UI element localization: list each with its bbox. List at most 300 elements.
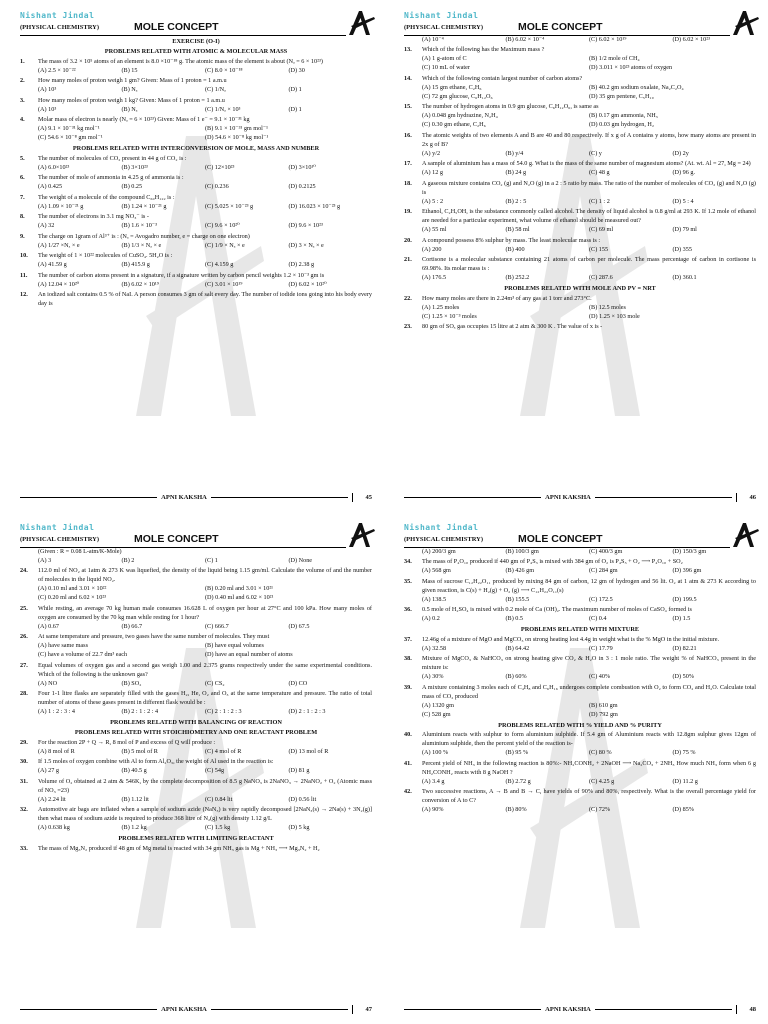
question (404, 208, 756, 226)
answer-option: (D) 5 : 4 (672, 197, 694, 205)
answer-option: (A) 138.5 (422, 595, 447, 603)
answer-option: (B) 415.9 g (121, 261, 150, 269)
question-number: 9. (20, 232, 25, 240)
page-footer (404, 493, 756, 502)
question-number: 33. (20, 844, 28, 852)
answer-options (404, 567, 756, 576)
answer-option: (B) 400 (505, 245, 525, 253)
page-46 (390, 6, 764, 506)
question (404, 237, 756, 246)
answer-option: (A) 5 : 2 (422, 197, 444, 205)
footer-brand: APNI KAKSHA (545, 1005, 591, 1013)
question-number: 37. (404, 636, 412, 643)
answer-option: (C) 4 mol of R (205, 747, 242, 755)
answer-option: (B) 58 ml (505, 226, 530, 234)
question (20, 845, 372, 854)
answer-option: (D) 199.5 (672, 595, 697, 603)
answer-options (20, 222, 372, 231)
answer-option: (C) have a volume of 22.7 dm³ each (38, 651, 128, 659)
question-text: Percent yield of NH₃ in the following reaction is 80%:- NH₂CONH₂ + 2NaOH ⟶ Na₂CO₃ + 2NH₃ How much NH₃ form when 6 g NH₂CONH₂ reacts with 8 g NaOH ? (422, 759, 756, 776)
question-number: 38. (404, 655, 412, 663)
answer-option: (A) 200/3 gm (422, 548, 456, 555)
answer-option: (B) SO₂ (121, 679, 142, 687)
question (404, 256, 756, 274)
answer-options (20, 585, 372, 603)
question-text: The atomic weights of two elements A and B are 40 and 80 respectively. If x g of A contains y atoms, how many atoms are present in 2x g of B? (422, 131, 756, 148)
answer-option: (C) 1.5 kg (205, 824, 231, 832)
page-footer (20, 1005, 372, 1014)
answer-option: (B) 95 % (505, 749, 529, 757)
question (404, 606, 756, 615)
answer-option: (C) 0.20 ml and 6.02 × 10²³ (38, 594, 107, 602)
section-heading: PROBLEMS RELATED WITH STOICHIOMETRY AND ONE REACTANT PROBLEM (74, 729, 318, 737)
page-47 (6, 518, 380, 1018)
answer-option: (D) 50% (672, 673, 694, 681)
page-footer (404, 1005, 756, 1014)
footer-rule (20, 497, 157, 498)
question-number: 18. (404, 179, 412, 187)
page-footer (20, 493, 372, 502)
question (404, 160, 756, 169)
answer-option: (D) 3 × Nₐ × e (288, 241, 324, 249)
answer-option: (C) 2 : 1 : 2 : 3 (205, 708, 242, 716)
question-number: 29. (20, 738, 28, 746)
author-name: Nishant Jindal (404, 11, 479, 20)
question-number: 17. (404, 160, 412, 168)
footer-rule (20, 1009, 157, 1010)
answer-options (20, 183, 372, 192)
answer-option: (A) 30% (422, 673, 444, 681)
question-number: 26. (20, 633, 28, 641)
question (404, 788, 756, 806)
question (20, 116, 372, 125)
answer-option: (B) Nₐ (121, 86, 138, 94)
answer-options (404, 596, 756, 605)
question-number: 4. (20, 116, 25, 124)
answer-option: (D) 35 gm pentene, C₅H₁₀ (589, 92, 654, 100)
answer-option: (D) 67.5 (288, 622, 310, 630)
answer-options (20, 748, 372, 757)
answer-options (20, 125, 372, 143)
answer-option: (B) 60% (505, 673, 527, 681)
question (404, 295, 756, 304)
question-number: 12. (20, 291, 28, 299)
answer-option: (D) 0.2125 (288, 183, 316, 191)
answer-options (404, 673, 756, 682)
answer-option: (B) 610 gm (589, 701, 618, 709)
question-text: A sample of aluminium has a mass of 54.0 g. What is the mass of the same number of magnesium atoms? (At. wt. Al = 27, Mg = 24) (422, 160, 751, 168)
question (20, 567, 372, 585)
question-text: The weight of a molecule of the compound C₆₀H₁₂₂ is : (38, 193, 175, 201)
answer-option: (B) 1.24 × 10⁻²¹ g (121, 202, 167, 210)
answer-option: (C) 10 mL of water (422, 64, 470, 72)
question (404, 655, 756, 673)
answer-option: (B) 6.02 × 10¹⁹ (121, 280, 159, 288)
answer-option: (D) 96 g. (672, 169, 696, 177)
question (20, 806, 372, 824)
answer-option: (C) 5.025 × 10⁻²³ g (205, 202, 254, 210)
question (20, 174, 372, 183)
answer-option: (D) 1 (288, 86, 302, 94)
answer-option: (C) 1/9 × Nₐ × e (205, 241, 245, 249)
question-text: How many moles are there in 2.24m³ of any gas at 1 torr and 273°C. (422, 294, 592, 302)
page-title: MOLE CONCEPT (134, 20, 219, 33)
answer-options (20, 824, 372, 833)
answer-option: (D) 85% (672, 806, 694, 814)
page-header (20, 20, 346, 36)
answer-options (20, 164, 372, 173)
answer-option: (C) 172.5 (589, 595, 613, 603)
answer-option: (D) 11.2 g (672, 777, 698, 785)
author-name: Nishant Jindal (20, 523, 95, 532)
answer-option: (A) 1.09 × 10⁻²¹ g (38, 202, 84, 210)
answer-option: (A) have same mass (38, 642, 88, 650)
answer-option: (C) 0.4 (589, 615, 607, 623)
question (20, 605, 372, 623)
question-text: Equal volumes of oxygen gas and a second gas weigh 1.00 and 2.375 grams respectively under the same experimental conditions. Which of the following is the unknown gas? (38, 661, 372, 678)
answer-option: (C) 0.84 lit (205, 795, 233, 803)
question-text: 80 gm of SOₓ gas occupies 15 litre at 2 atm & 300 K . The value of x is - (422, 323, 603, 331)
page-number: 47 (352, 1005, 372, 1014)
question-text: 12.46g of a mixture of MgO and MgCO₃ on strong heating lost 4.4g in weight what is the % MgO in the initial mixture. (422, 636, 720, 643)
answer-option: (A) 12 g (422, 169, 443, 177)
question-number: 24. (20, 567, 28, 575)
answer-options (20, 796, 372, 805)
question-text: How many moles of proton weigh 1 kg? Given: Mass of 1 proton = 1 a.m.u (38, 96, 225, 104)
answer-option: (A) 0.048 gm hydrazine, N₂H₄ (422, 112, 498, 120)
question-number: 21. (404, 256, 412, 264)
question (404, 558, 756, 567)
answer-option: (D) 2y (672, 149, 689, 157)
answer-option: (C) 4.159 g (205, 261, 234, 269)
answer-option: (B) Nₐ (121, 105, 138, 113)
answer-option: (C) 4.25 g (589, 777, 615, 785)
answer-option: (B) 0.17 gm ammonia, NH₃ (589, 112, 658, 120)
answer-option: (C) 1 (205, 556, 218, 564)
question-text: The mass of P₄O₁₀ produced if 440 gm of P₄S₃ is mixed with 384 gm of O₂ is P₄S₃ + O₂ ⟶ P₄O₁₀ + SO₂ (422, 558, 683, 566)
page-header (404, 532, 730, 548)
answer-options (20, 767, 372, 776)
page-title: MOLE CONCEPT (134, 532, 219, 545)
question-number: 42. (404, 788, 412, 796)
answer-option: (D) 1.25 × 103 mole (589, 312, 640, 320)
answer-option: (C) 3.01 × 10¹⁹ (205, 280, 243, 288)
answer-option: (A) 1 : 2 : 3 : 4 (38, 708, 75, 716)
answer-option: (C) 1/Nₐ (205, 86, 226, 94)
answer-option: (D) 2.38 g (288, 261, 315, 269)
question-text: Aluminium reacts with sulphur to form aluminium sulphide. If 5.4 gm of Aluminium reacts with 12.8gm sulphur gives 12gm of aluminium sulphide, then the percent yield of the reaction is- (422, 731, 756, 748)
answer-option: (A) 2.5 × 10⁻²² (38, 66, 76, 74)
answer-option: (A) 1 g-atom of C (422, 55, 467, 63)
question-number: 32. (20, 806, 28, 814)
answer-option: (A) NO (38, 679, 58, 687)
question-text: Four 1-1 litre flasks are separately filled with the gases H₂, He, O₂ and O₃ at the same temperature and pressure. The ratio of total number of atoms of these gases present in different flask would be : (38, 690, 372, 707)
author-name: Nishant Jindal (404, 523, 479, 532)
answer-options (404, 226, 756, 235)
question-number: 16. (404, 131, 412, 139)
question-text: The weight of 1 × 10²² molecules of CuSO₄. 5H₂O is : (38, 252, 173, 260)
question-number: 23. (404, 323, 412, 331)
answer-options (404, 749, 756, 758)
answer-option: (D) 79 ml (672, 226, 697, 234)
section-heading: PROBLEMS RELATED WITH MIXTURE (520, 626, 640, 634)
question-number: 34. (404, 558, 412, 566)
question (20, 58, 372, 67)
question-text: The number of carbon atoms present in a signature, if a signature written by carbon pencil weights 1.2 × 10⁻³ gm is (38, 271, 325, 279)
answer-option: (B) 2 : 5 (505, 197, 527, 205)
answer-options (404, 112, 756, 130)
answer-option: (C) 666.7 (205, 622, 229, 630)
section-heading: PROBLEMS RELATED WITH INTERCONVERSION OF MOLE, MASS AND NUMBER (72, 145, 320, 153)
answer-option: (A) 9.1 × 10⁻³¹ kg mol⁻¹ (38, 125, 100, 133)
answer-option: (D) 9.6 × 10²³ (288, 222, 323, 230)
answer-option: (B) 426 gm (505, 567, 535, 575)
answer-option: (C) 8.0 × 10⁻¹⁸ (205, 66, 243, 74)
answer-option: (D) 6.02 × 10²⁰ (288, 280, 327, 288)
answer-option: (B) 1/3 × Nₐ × e (121, 241, 162, 249)
answer-option: (A) 15 gm ethane, C₂H₆ (422, 83, 482, 91)
answer-option: (C) 1/Nₐ × 10³ (205, 105, 241, 113)
question-text: If 1.5 moles of oxygen combine with Al to form Al₂O₃, the weight of Al used in the reaction is: (38, 758, 274, 766)
question-text: Ethanol, C₂H₅OH, is the substance commonly called alcohol. The density of liquid alcohol is 0.8 g/ml at 293 K. If 1.2 mole of ethanol are needed for a particular experiment, what volume of ethanol should be measured out? (422, 208, 756, 225)
answer-options (20, 242, 372, 251)
page-number: 48 (736, 1005, 756, 1014)
answer-option: (A) 0.67 (38, 622, 59, 630)
question (404, 46, 756, 55)
question-text: An iodized salt contains 0.5 % of NaI. A person consumes 3 gm of salt every day. The number of iodide ions going into his body every day is (38, 291, 372, 307)
question (404, 731, 756, 749)
answer-option: (B) 6.02 × 10⁻⁴ (505, 36, 545, 43)
question (20, 97, 372, 106)
answer-option: (C) 54g (205, 767, 225, 775)
answer-option: (A) 1320 gm (422, 701, 454, 709)
question-number: 5. (20, 154, 25, 162)
answer-option: (B) 2 (121, 556, 135, 564)
answer-option: (D) 0.40 ml and 6.02 × 10²¹ (205, 594, 274, 602)
question (404, 323, 756, 332)
question (20, 291, 372, 309)
answer-option: (A) 1/27 ×Nₐ × e (38, 241, 80, 249)
question-number: 1. (20, 57, 25, 65)
question-text: Molar mass of electron is nearly (Nₐ = 6 × 10²³) Given: Mass of 1 e⁻ = 9.1 × 10⁻³¹ kg (38, 116, 250, 124)
question-number: 8. (20, 213, 25, 221)
question-text: The charge on 1gram of Al³⁺ is : (Nₐ = Avogadro number, e = charge on one electron) (38, 232, 250, 240)
question (404, 132, 756, 150)
answer-option: (C) 17.79 (589, 644, 613, 652)
answer-options (20, 67, 372, 76)
answer-option: (C) y (589, 149, 602, 157)
answer-option: (C) 72 gm glucose, C₆H₁₂O₆ (422, 92, 493, 100)
answer-option: (A) 0.10 ml and 3.01 × 10²² (38, 585, 107, 593)
section-heading: PROBLEMS RELATED WITH MOLE AND PV = NRT (504, 285, 656, 293)
question-number: 19. (404, 208, 412, 216)
question-text: While resting, an average 70 kg human male consumes 16.628 L of oxygen per hour at 27°C and 100 kPa. How many moles of oxygen are consumed by the 70 kg man while resting for 1 hour? (38, 604, 372, 621)
answer-option: (B) 66.7 (121, 622, 143, 630)
answer-option: (B) 155.5 (505, 595, 530, 603)
answer-option: (C) 69 ml (589, 226, 614, 234)
answer-option: (B) 1.2 kg (121, 824, 147, 832)
question-number: 40. (404, 731, 412, 739)
question-text: The mass of Mg₃N₂ produced if 48 gm of Mg metal is reacted with 34 gm NH₃ gas is Mg + NH₃ ⟶ Mg₃N₂ + H₂ (38, 844, 320, 852)
question-text: Cortisone is a molecular substance containing 21 atoms of carbon per molecule. The mass percentage of carbon in cortisone is 69.98%. Its molar mass is : (422, 256, 756, 273)
answer-options (404, 169, 756, 178)
answer-option: (A) 10⁻⁴ (422, 36, 444, 43)
question (20, 739, 372, 748)
answer-option: (A) 0.638 kg (38, 824, 70, 832)
answer-options (404, 198, 756, 207)
answer-option: (D) 81 g (288, 767, 310, 775)
answer-option: (B) 80% (505, 806, 527, 814)
question-number: 28. (20, 690, 28, 698)
question-number: 39. (404, 683, 412, 691)
question-number: 3. (20, 96, 25, 104)
answer-options (20, 106, 372, 115)
brand-logo (346, 520, 376, 550)
question (404, 103, 756, 112)
answer-options (404, 304, 756, 322)
page-48 (390, 518, 764, 1018)
question-text: Which of the following contain largest number of carbon atoms? (422, 74, 583, 82)
answer-option: (D) 1 (288, 105, 302, 113)
page-header (20, 532, 346, 548)
question-text: Volume of O₂ obtained at 2 atm & 546K, by the complete decomposition of 8.5 g NaNO₃ is 2NaNO₃ → 2NaNO₂ + O₂ (Atomic mass of NO₃ =23) (38, 777, 372, 794)
page-45 (6, 6, 380, 506)
answer-option: (D) CO (288, 679, 308, 687)
question-text: 112.0 ml of NO₂ at 1atm & 273 K was liquefied, the density of the liquid being 1.15 gm/ml. Calculate the volume of and the number of molecules in the liquid NO₂. (38, 567, 372, 584)
question (20, 758, 372, 767)
answer-option: (D) 6.02 × 10²³ (672, 36, 710, 43)
question-text: Automotive air bags are inflated when a sample of sodium azide (NaN₃) is very rapidly decomposed [2NaN₃(s) → 2Na(s) + 3N₂(g)] then what mass of sodium azide is required to produce 368 litre of N₂(g) with density 1.12 g/L (38, 806, 372, 823)
answer-option: (B) 0.25 (121, 183, 143, 191)
answer-option: (B) 0.5 (505, 615, 524, 623)
footer-rule (595, 497, 732, 498)
subject-label: (PHYSICAL CHEMISTRY) (20, 535, 100, 543)
given-note: (Given : R = 0.08 L-atm/K-Mole) (38, 548, 122, 555)
answer-option: (B) 24 g (505, 169, 527, 177)
answer-option: (C) 72% (589, 806, 611, 814)
answer-option: (D) 0.03 gm hydrogen, H₂ (589, 121, 655, 129)
answer-option: (D) 13 mol of R (288, 747, 329, 755)
question-text: At same temperature and pressure, two gases have the same number of molecules. They must (38, 633, 270, 641)
question-number: 31. (20, 777, 28, 785)
answer-options (404, 150, 756, 159)
question-text: For the reaction 2P + Q → R, 8 mol of P and excess of Q will produce : (38, 738, 216, 746)
answer-option: (A) 568 gm (422, 567, 451, 575)
question-number: 20. (404, 236, 412, 244)
footer-rule (211, 1009, 348, 1010)
answer-option: (B) 64.42 (505, 644, 530, 652)
question-number: 11. (20, 271, 28, 279)
answer-option: (D) None (288, 556, 313, 564)
continued-options (20, 548, 372, 557)
footer-rule (404, 1009, 541, 1010)
footer-brand: APNI KAKSHA (161, 1005, 207, 1013)
question-text: The number of hydrogen atoms in 0.9 gm glucose, C₆H₁₂O₆, is same as (422, 103, 599, 111)
answer-option: (D) 16.023 × 10⁻²³ g (288, 202, 341, 210)
answer-option: (B) 5 mol of R (121, 747, 158, 755)
question-number: 10. (20, 252, 28, 260)
question (404, 578, 756, 596)
answer-option: (B) 1/2 mole of CH₄ (589, 55, 640, 63)
question-text: 0.5 mole of H₂SO₄ is mixed with 0.2 mole of Ca (OH)₂. The maximum number of moles of CaSO₄ formed is (422, 606, 692, 614)
answer-options (404, 548, 756, 557)
answer-options (404, 645, 756, 654)
question-number: 30. (20, 758, 28, 766)
answer-option: (C) 0.236 (205, 183, 229, 191)
question-number: 2. (20, 77, 25, 85)
answer-option: (A) 200 (422, 245, 442, 253)
answer-option: (D) 2 : 1 : 2 : 3 (288, 708, 326, 716)
answer-option: (D) 0.56 lit (288, 795, 317, 803)
answer-option: (A) 10³ (38, 86, 57, 94)
question-text: The number of molecules of CO₂ present in 44 g of CO₂ is : (38, 154, 187, 162)
answer-option: (D) have an equal number of atoms (205, 651, 293, 659)
section-heading: PROBLEMS RELATED WITH LIMITING REACTANT (118, 835, 274, 843)
answer-option: (C) 284 gm (589, 567, 618, 575)
answer-options (20, 86, 372, 95)
question (20, 252, 372, 261)
question (20, 690, 372, 708)
question (20, 778, 372, 796)
question-number: 36. (404, 606, 412, 614)
question-text: Mixture of MgCO₃ & NaHCO₃ on strong heating give CO₂ & H₂O in 3 : 1 mole ratio. The weight % of NaHCO₃ present in the mixture is: (422, 655, 756, 672)
answer-option: (D) 5 kg (288, 824, 310, 832)
footer-rule (211, 497, 348, 498)
question-number: 25. (20, 604, 28, 612)
answer-option: (A) 12.04 × 10²⁰ (38, 280, 80, 288)
page-title: MOLE CONCEPT (518, 20, 603, 33)
footer-brand: APNI KAKSHA (545, 493, 591, 501)
answer-option: (A) y/2 (422, 149, 441, 157)
answer-option: (A) 27 g (38, 767, 59, 775)
footer-rule (595, 1009, 732, 1010)
answer-option: (A) 55 ml (422, 226, 447, 234)
answer-option: (B) 15 (121, 66, 138, 74)
answer-option: (B) 252.2 (505, 274, 530, 282)
question-number: 27. (20, 661, 28, 669)
question-text: Which of the following has the Maximum mass ? (422, 46, 545, 54)
subject-label: (PHYSICAL CHEMISTRY) (20, 23, 100, 31)
answer-option: (D) 3.011 × 10²³ atoms of oxygen (589, 64, 673, 72)
section-heading: PROBLEMS RELATED WITH ATOMIC & MOLECULAR MASS (104, 48, 288, 56)
answer-options (20, 261, 372, 270)
answer-option: (B) 1.6 × 10⁻³ (121, 222, 157, 230)
subject-label: (PHYSICAL CHEMISTRY) (404, 535, 484, 543)
answer-option: (A) 6.0×10²³ (38, 163, 70, 171)
question-number: 7. (20, 193, 25, 201)
answer-option: (D) 150/3 gm (672, 548, 707, 555)
answer-option: (C) 0.30 gm ethane, C₂H₆ (422, 121, 486, 129)
answer-option: (D) 54.6 × 10⁻⁸ kg mol⁻¹ (205, 134, 269, 142)
answer-options (20, 281, 372, 290)
answer-option: (A) 3 (38, 556, 52, 564)
question (20, 155, 372, 164)
answer-option: (C) 48 g (589, 169, 610, 177)
answer-option: (A) 8 mol of R (38, 747, 75, 755)
footer-brand: APNI KAKSHA (161, 493, 207, 501)
answer-options (20, 557, 372, 566)
answer-option: (C) 155 (589, 245, 609, 253)
question-text: The number of mole of ammonia in 4.25 g of ammonia is : (38, 174, 184, 182)
page-title: MOLE CONCEPT (518, 532, 603, 545)
answer-options (20, 623, 372, 632)
author-name: Nishant Jindal (20, 11, 95, 20)
question (20, 194, 372, 203)
answer-options (404, 36, 756, 45)
answer-option: (C) 1.25 × 10⁻³ moles (422, 312, 477, 320)
answer-option: (C) 54.6 × 10⁻⁸ gm mol⁻¹ (38, 134, 103, 142)
answer-options (20, 680, 372, 689)
